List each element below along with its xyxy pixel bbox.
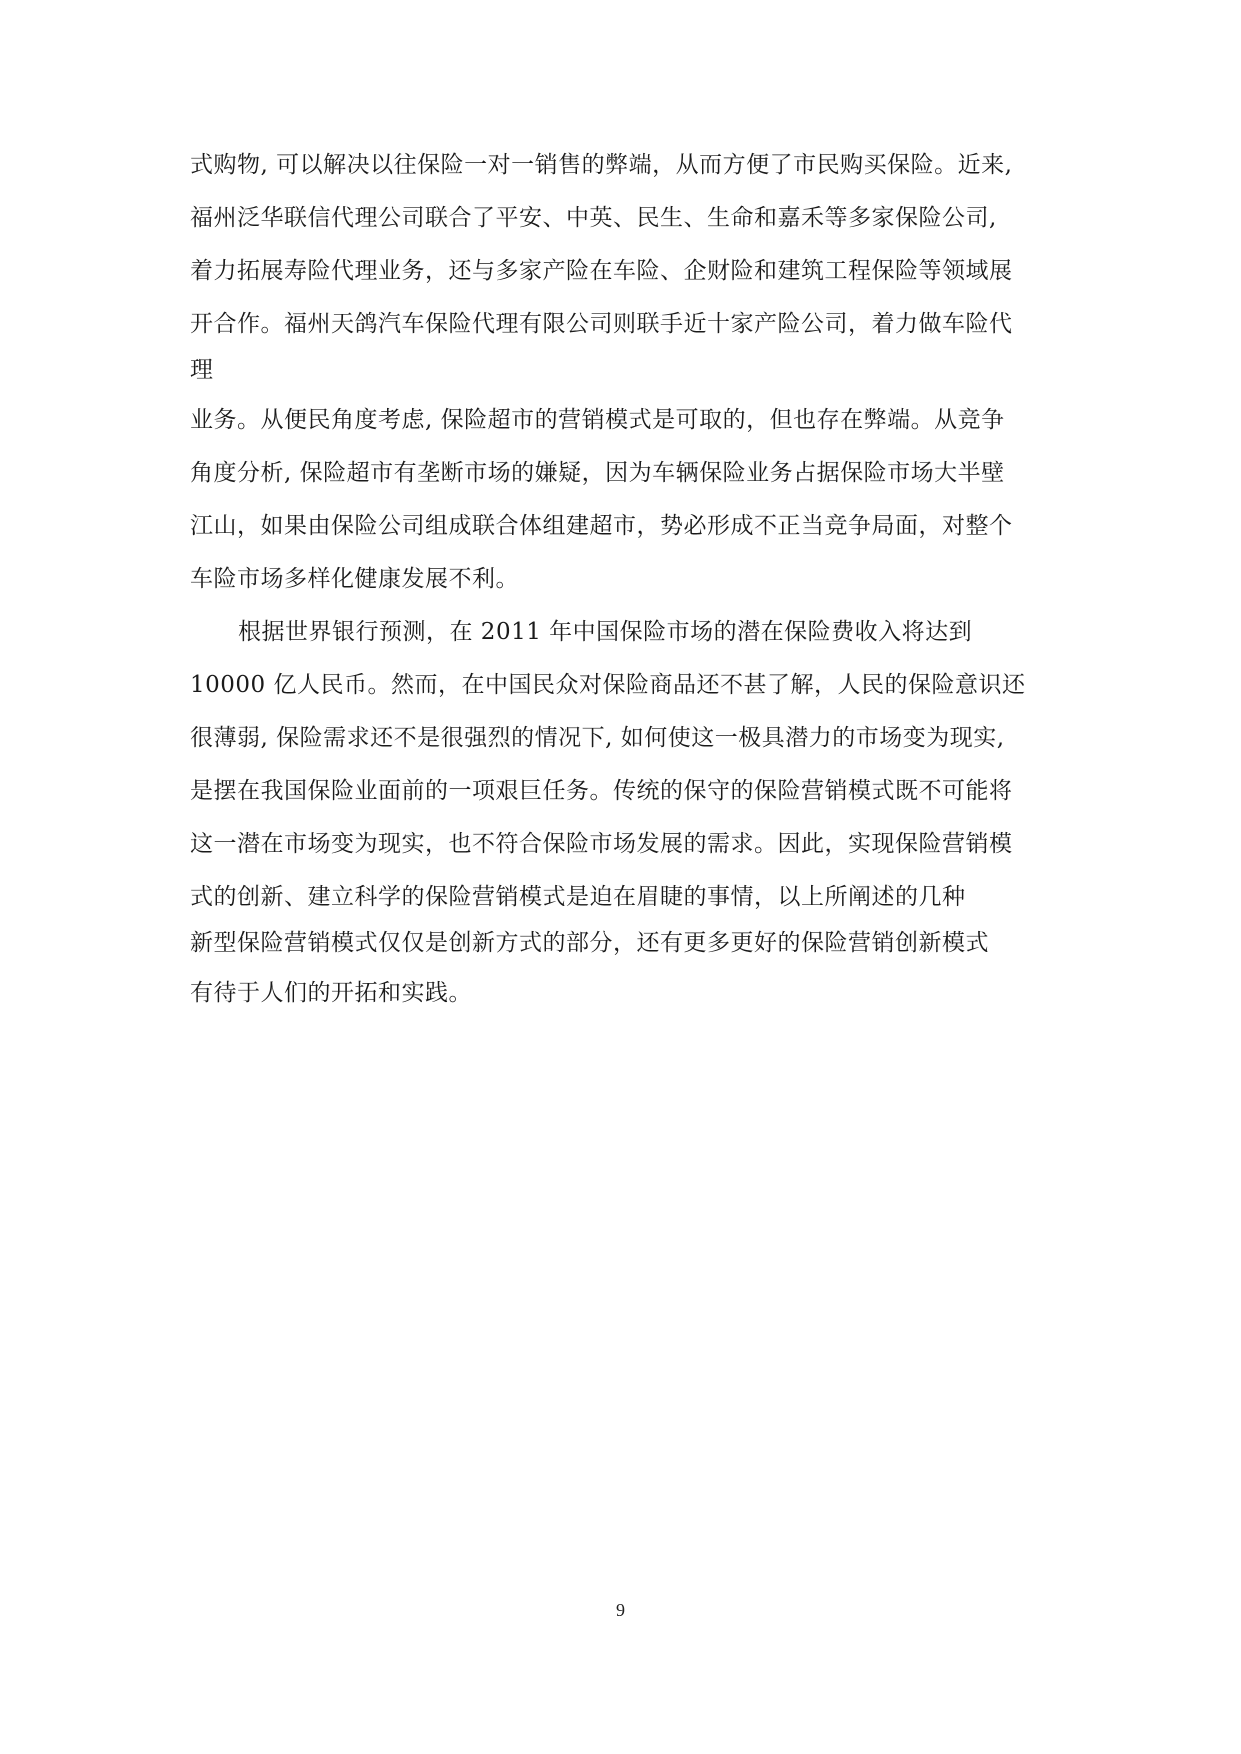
text-line: 很薄弱, 保险需求还不是很强烈的情况下, 如何使这一极具潜力的市场变为现实, (190, 725, 1005, 751)
text-line: 式的创新、建立科学的保险营销模式是迫在眉睫的事情，以上所阐述的几种 (190, 884, 966, 910)
text-line: 着力拓展寿险代理业务，还与多家产险在车险、企财险和建筑工程保险等领域展 (190, 258, 1013, 284)
text-line: 新型保险营销模式仅仅是创新方式的部分，还有更多更好的保险营销创新模式 (190, 930, 989, 956)
text-line: 江山，如果由保险公司组成联合体组建超市，势必形成不正当竞争局面，对整个 (190, 513, 1013, 539)
text-line: 理 (190, 357, 214, 383)
text-line: 福州泛华联信代理公司联合了平安、中英、民生、生命和嘉禾等多家保险公司, (190, 205, 997, 231)
text-line: 角度分析, 保险超市有垄断市场的嫌疑，因为车辆保险业务占据保险市场大半壁 (190, 460, 1005, 486)
text-line: 这一潜在市场变为现实，也不符合保险市场发展的需求。因此，实现保险营销模 (190, 831, 1013, 857)
text-line: 有待于人们的开拓和实践。 (190, 980, 472, 1006)
text-line: 开合作。福州天鸽汽车保险代理有限公司则联手近十家产险公司，着力做车险代 (190, 311, 1013, 337)
text-line: 10000 亿人民币。然而，在中国民众对保险商品还不甚了解，人民的保险意识还 (190, 672, 1026, 698)
text-line: 式购物, 可以解决以往保险一对一销售的弊端，从而方便了市民购买保险。近来, (190, 152, 1013, 178)
text-line: 车险市场多样化健康发展不利。 (190, 566, 519, 592)
page-number: 9 (616, 1600, 625, 1620)
paragraph-first-line: 根据世界银行预测，在 2011 年中国保险市场的潜在保险费收入将达到 (238, 619, 973, 645)
text-line: 业务。从便民角度考虑, 保险超市的营销模式是可取的，但也存在弊端。从竞争 (190, 407, 1005, 433)
text-line: 是摆在我国保险业面前的一项艰巨任务。传统的保守的保险营销模式既不可能将 (190, 778, 1013, 804)
